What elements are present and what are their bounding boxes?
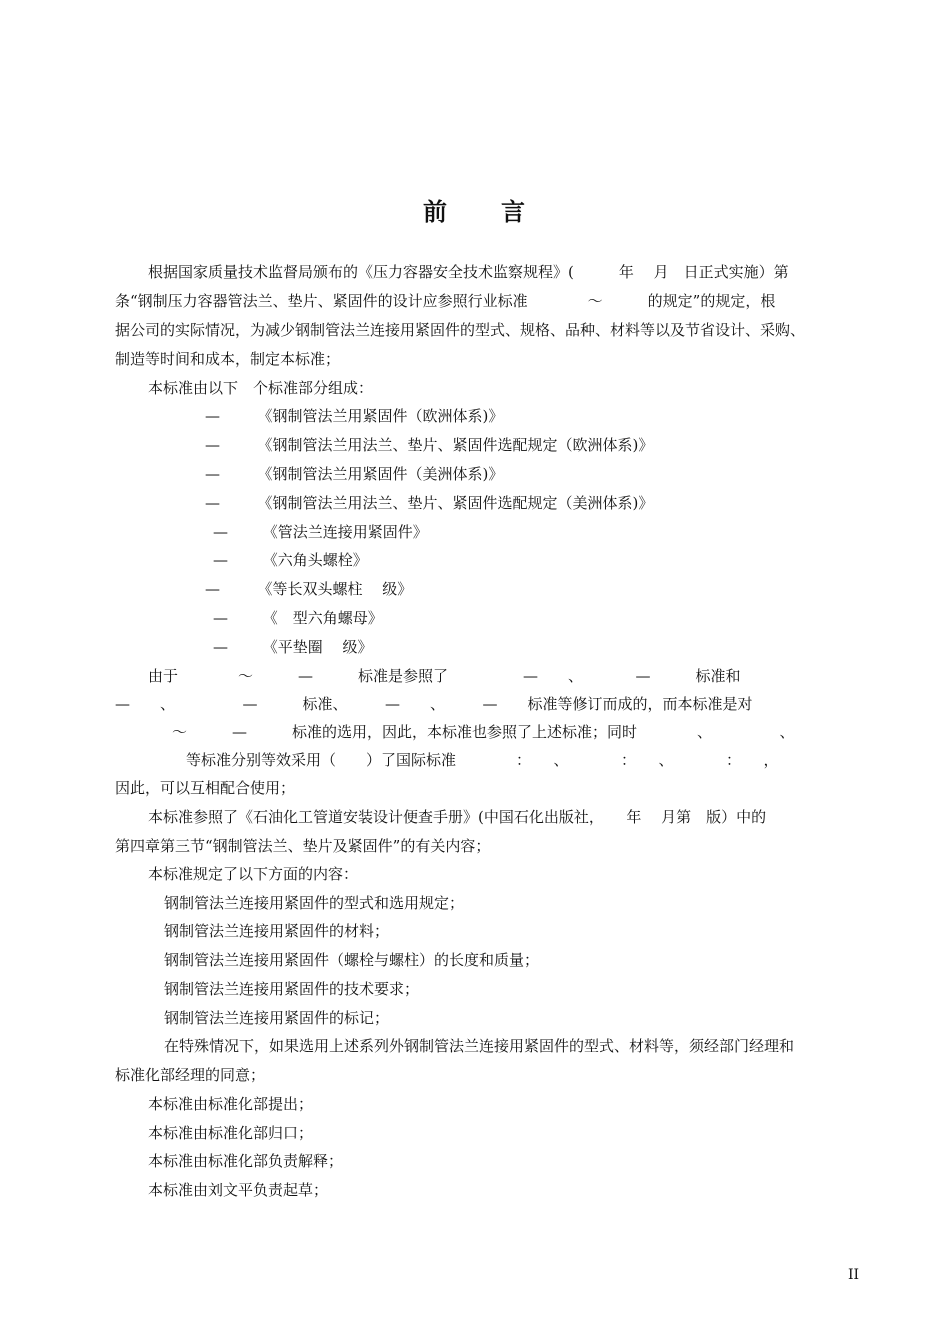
content-item-1: 钢制管法兰连接用紧固件的型式和选用规定； [164,894,465,912]
part-item-2: — 《钢制管法兰用法兰、垫片、紧固件选配规定（欧洲体系)》 [205,436,654,454]
page-title: 前 言 [423,197,527,226]
part-item-1: — 《钢制管法兰用紧固件（欧洲体系)》 [205,407,504,425]
intro-line-1: 根据国家质量技术监督局颁布的《压力容器安全技术监察规程》( 年 月 日正式实施）第 [148,263,789,281]
part-item-9: — 《平垫圈 级》 [213,638,373,656]
ref-line-4: 等标准分别等效采用（ ）了国际标准 ： 、 ： 、 ： ， [186,751,779,769]
closing-line-2: 本标准由标准化部归口； [148,1124,314,1142]
ref-line-2: — 、 — 标准、 — 、 — 标准等修订而成的，而本标准是对 [115,695,753,713]
intro-line-3: 据公司的实际情况，为减少钢制管法兰连接用紧固件的型式、规格、品种、材料等以及节省设计、采购、 [115,321,806,339]
page-number: II [848,1267,860,1283]
special-line-2: 标准化部经理的同意； [115,1066,266,1084]
closing-line-3: 本标准由标准化部负责解释； [148,1152,344,1170]
ref-line-1: 由于 ～ — 标准是参照了 — 、 — 标准和 [148,667,741,685]
part-item-6: — 《六角头螺栓》 [213,551,368,569]
content-item-3: 钢制管法兰连接用紧固件（螺栓与螺柱）的长度和质量； [164,951,540,969]
ref-line-3: ～ — 标准的选用，因此，本标准也参照了上述标准；同时 、 、 [172,723,795,741]
parts-intro: 本标准由以下 个标准部分组成： [148,379,374,397]
content-item-5: 钢制管法兰连接用紧固件的标记； [164,1009,390,1027]
part-item-8: — 《 型六角螺母》 [213,609,383,627]
special-line-1: 在特殊情况下，如果选用上述系列外钢制管法兰连接用紧固件的型式、材料等，须经部门经理和 [164,1037,795,1055]
part-item-4: — 《钢制管法兰用法兰、垫片、紧固件选配规定（美洲体系)》 [205,494,654,512]
part-item-7: — 《等长双头螺柱 级》 [205,580,413,598]
ref-line-8: 本标准规定了以下方面的内容： [148,865,359,883]
part-item-3: — 《钢制管法兰用紧固件（美洲体系)》 [205,465,504,483]
part-item-5: — 《管法兰连接用紧固件》 [213,523,428,541]
closing-line-1: 本标准由标准化部提出； [148,1095,314,1113]
ref-line-7: 第四章第三节“钢制管法兰、垫片及紧固件”的有关内容； [115,837,491,855]
intro-line-2: 条“钢制压力容器管法兰、垫片、紧固件的设计应参照行业标准 ～ 的规定”的规定，根 [115,292,776,310]
content-item-4: 钢制管法兰连接用紧固件的技术要求； [164,980,420,998]
closing-line-4: 本标准由刘文平负责起草； [148,1181,329,1199]
content-item-2: 钢制管法兰连接用紧固件的材料； [164,922,390,940]
ref-line-5: 因此，可以互相配合使用； [115,779,296,797]
intro-line-4: 制造等时间和成本，制定本标准； [115,350,341,368]
ref-line-6: 本标准参照了《石油化工管道安装设计便查手册》(中国石化出版社， 年 月第 版）中的 [148,808,767,826]
